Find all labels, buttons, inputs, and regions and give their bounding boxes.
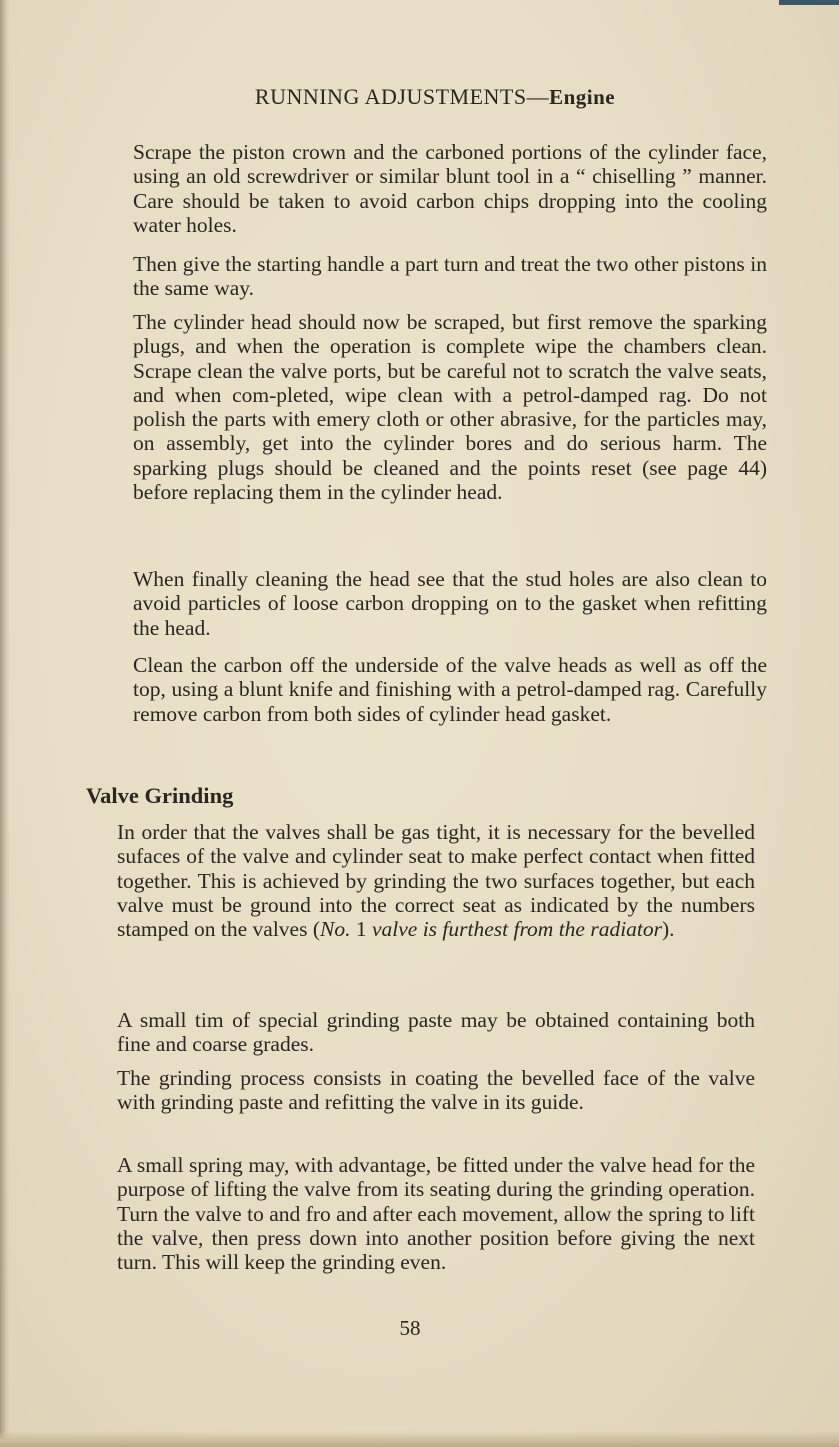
header-sub: Engine xyxy=(549,85,616,109)
gas-tight-mid: 1 xyxy=(350,917,372,942)
paragraph-gas-tight xyxy=(117,820,755,941)
gas-tight-tail: ). xyxy=(662,917,675,942)
gas-tight-italic-b: valve is furthest from the radiator xyxy=(371,917,663,942)
gas-tight-italic-a: No. xyxy=(320,917,351,942)
page-bottom-edge xyxy=(0,1431,839,1447)
header-dash: — xyxy=(526,84,550,109)
header-main: RUNNING ADJUSTMENTS xyxy=(254,84,527,109)
paragraph-grinding-process: The grinding process consists in coating the bevelled face of the valve with grinding paste and refitting the valve in its guide. xyxy=(117,1066,755,1115)
running-header xyxy=(0,84,839,110)
section-heading-valve-grinding: Valve Grinding xyxy=(86,783,234,808)
page-spine-shadow xyxy=(0,0,10,1447)
paragraph-cylinder-head: The cylinder head should now be scraped, but first remove the sparking plugs, and when the operation is complete wipe the chambers clean. Scrape clean the valve ports, but be careful not to scratch the valve seats, and when com-pleted, wipe clean with a petrol-damped rag. Do not polish the parts with emery cloth or other abrasive, for the particles may, on assembly, get into the cylinder bores and do serious harm. The sparking plugs should be cleaned and the points reset (see page 44) before replacing them in the cylinder head. xyxy=(133,310,767,505)
paragraph-stud-holes: When finally cleaning the head see that the stud holes are also clean to avoid particles of loose carbon dropping on to the gasket when refitting the head. xyxy=(133,567,767,640)
gas-tight-lead: In order that the valves shall be gas tight, it is necessary for the bevelled sufaces of the valve and cylinder seat to make perfect contact when fitted together. This is achieved by grinding the two surfaces together, but each valve must be ground into the correct seat as indicated by the numbers stamped on the valves ( xyxy=(117,820,755,942)
page-number: 58 xyxy=(399,1316,421,1340)
paragraph-valve-heads: Clean the carbon off the underside of the valve heads as well as off the top, using a blunt knife and finishing with a petrol-damped rag. Carefully remove carbon from both sides of cylinder head gasket. xyxy=(133,653,767,726)
paragraph-grinding-paste: A small tim of special grinding paste may be obtained containing both fine and coarse grades. xyxy=(117,1008,755,1057)
paragraph-scrape-piston: Scrape the piston crown and the carboned portions of the cylinder face, using an old screwdriver or similar blunt tool in a “ chiselling ” manner. Care should be taken to avoid carbon chips dropping into the cooling water holes. xyxy=(133,140,767,237)
paragraph-small-spring: A small spring may, with advantage, be fitted under the valve head for the purpose of lifting the valve from its seating during the grinding operation. Turn the valve to and fro and after each movement, allow the spring to lift the valve, then press down into another position before giving the next turn. This will keep the grinding even. xyxy=(117,1153,755,1275)
cover-edge-mark xyxy=(779,0,839,5)
paragraph-starting-handle: Then give the starting handle a part turn and treat the two other pistons in the same way. xyxy=(133,252,767,301)
